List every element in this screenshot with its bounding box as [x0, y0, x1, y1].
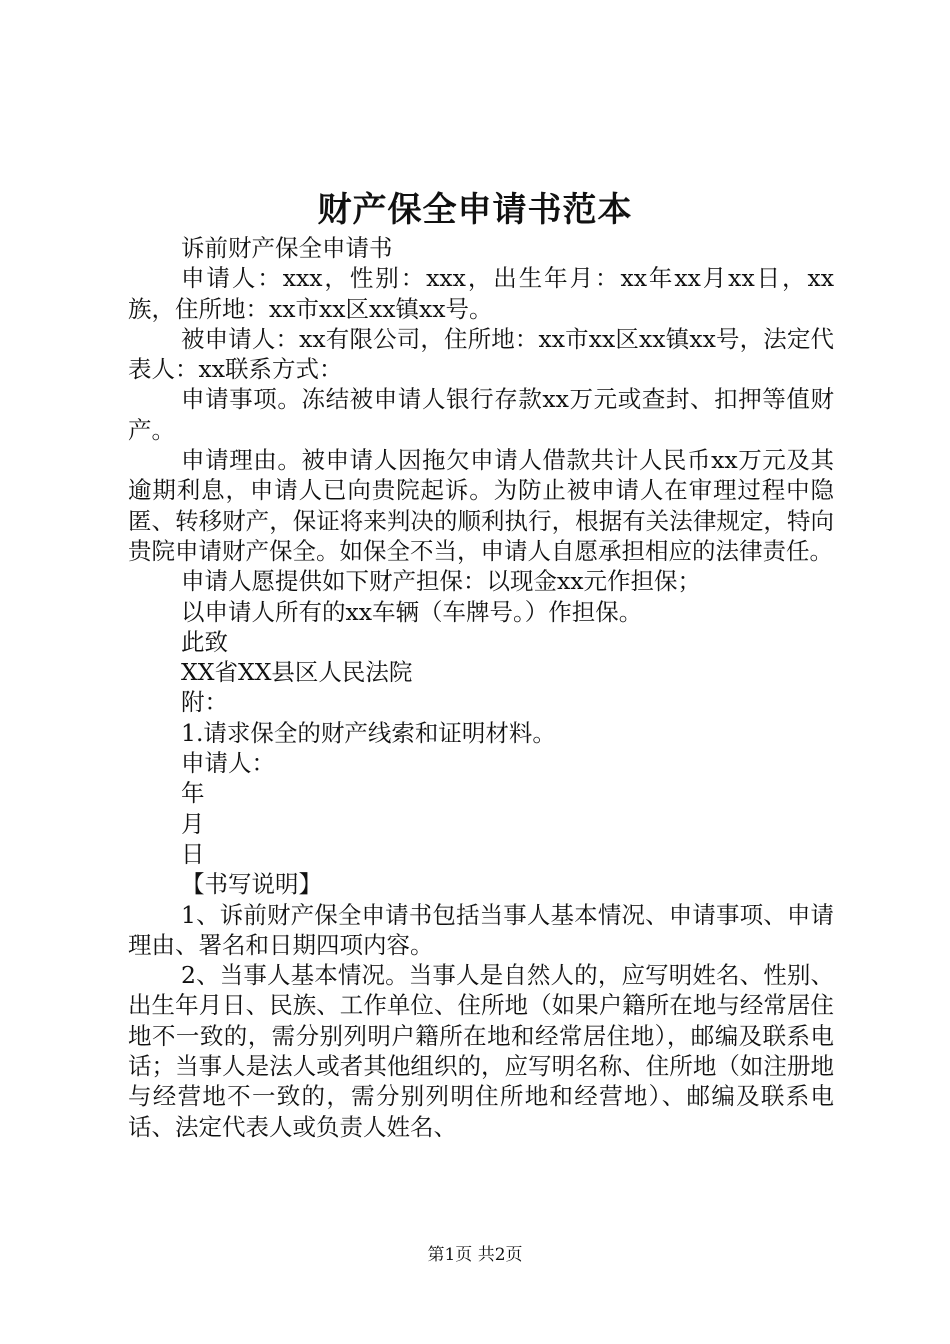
document-body — [128, 233, 834, 1142]
paragraph-vehicle-guarantee: 以申请人所有的xx车辆（车牌号。）作担保。 — [181, 597, 643, 626]
paragraph-reasons: 申请理由。被申请人因拖欠申请人借款共计人民币xx万元及其逾期利息，申请人已向贵院起诉。为防止被申请人在审理过程中隐匿、转移财产，保证将来判决的顺利执行，根据有关法律规定，特向贵院申请财产保全。如保全不当，申请人自愿承担相应的法律责任。 — [128, 446, 834, 565]
paragraph-signature: 申请人： — [181, 749, 275, 778]
paragraph-attachment-label: 附： — [181, 688, 228, 717]
paragraph-note-2: 2、当事人基本情况。当事人是自然人的，应写明姓名、性别、出生年月日、民族、工作单位、住所地（如果户籍所在地与经常居住地不一致的，需分别列明户籍所在地和经常居住地），邮编及联系电话；当事人是法人或者其他组织的，应写明名称、住所地（如注册地与经营地不一致的，需分别列明住所地和经营地）、邮编及联系电话、法定代表人或负责人姓名、 — [128, 961, 834, 1141]
paragraph-note-1: 1、诉前财产保全申请书包括当事人基本情况、申请事项、申请理由、署名和日期四项内容。 — [128, 900, 834, 959]
paragraph-writing-notes-heading: 【书写说明】 — [181, 870, 322, 899]
paragraph-day: 日 — [181, 839, 205, 868]
page-footer: 第1页 共2页 — [427, 1245, 523, 1265]
paragraph-request-items: 申请事项。冻结被申请人银行存款xx万元或查封、扣押等值财产。 — [128, 385, 834, 444]
paragraph-salutation: 此致 — [181, 627, 228, 656]
document-title: 财产保全申请书范本 — [317, 190, 633, 230]
paragraph-month: 月 — [181, 809, 205, 838]
paragraph-year: 年 — [181, 779, 205, 808]
paragraph-attachment-item: 1.请求保全的财产线索和证明材料。 — [181, 718, 556, 747]
paragraph-applicant: 申请人：xxx，性别：xxx，出生年月：xx年xx月xx日，xx族，住所地：xx市xx区xx镇xx号。 — [128, 264, 834, 323]
paragraph-heading: 诉前财产保全申请书 — [181, 234, 393, 262]
paragraph-guarantee: 申请人愿提供如下财产担保：以现金xx元作担保； — [181, 567, 702, 596]
paragraph-court: XX省XX县区人民法院 — [181, 658, 413, 687]
paragraph-respondent: 被申请人：xx有限公司，住所地：xx市xx区xx镇xx号，法定代表人：xx联系方式： — [128, 324, 834, 384]
